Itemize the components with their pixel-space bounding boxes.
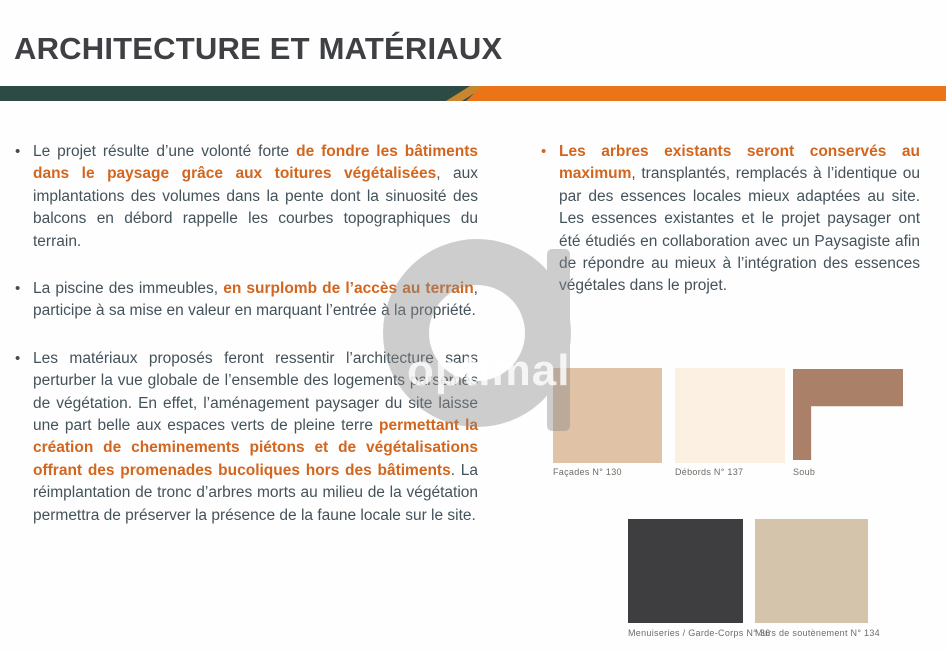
bullet-item <box>14 348 478 527</box>
paragraph-text <box>33 348 478 527</box>
swatch-fa-ades-n-130 <box>553 368 662 463</box>
header-divider-bar <box>0 86 946 101</box>
bullet-marker: • <box>541 143 547 160</box>
bullet-marker: • <box>15 349 21 367</box>
swatch-label: Soub <box>793 467 816 477</box>
paragraph-text <box>33 278 478 323</box>
text-run: Les matériaux proposés feront ressentir l’architecture sans perturber la vue globale de l’ensemble des logements parsemés de végétation. En effet, l’aménagement paysager du site laisse une part belle aux espaces verts de pleine terre <box>33 349 478 435</box>
bullet-item <box>540 141 920 298</box>
swatch-label: Menuiseries / Garde-Corps N° 36 <box>628 628 771 638</box>
paragraph-text <box>33 141 478 253</box>
swatch-murs-de-sout-nement-n-134 <box>755 519 868 623</box>
bullet-item <box>14 278 478 323</box>
bullet-item <box>14 141 478 253</box>
text-run: Le projet résulte d’une volonté forte <box>33 143 297 160</box>
watermark-text: optimal <box>407 346 571 395</box>
text-run: , transplantés, remplacés à l’identique ou par des essences locales mieux adaptées au site. Les essences existantes et le projet paysager ont été étudiés en collaboration avec un Paysagiste afin de répondre au mieux à l’intégration des essences végétales dans le projet. <box>559 165 920 295</box>
accent-text-run: permettant la création de cheminements piétons et de végétalisations offrant des promenades bucoliques hors des bâtiments <box>33 417 478 479</box>
page-title: ARCHITECTURE ET MATÉRIAUX <box>14 30 503 66</box>
swatch-label: Façades N° 130 <box>553 467 622 477</box>
divider-orange-segment <box>458 86 946 101</box>
bullet-marker: • <box>15 143 21 160</box>
swatch-d-bords-n-137 <box>675 368 785 463</box>
left-text-column <box>14 141 478 552</box>
accent-text-run: Les arbres existants seront conservés au maximum <box>559 143 920 183</box>
accent-text-run: de fondre les bâtiments dans le paysage grâce aux toitures végétalisées <box>33 143 478 183</box>
right-text-column <box>540 141 920 323</box>
swatch-soub <box>793 369 903 460</box>
text-run: , aux implantations des volumes dans la pente dont la sinuosité des balcons en débord rappelle les courbes topographiques du terrain. <box>33 165 479 250</box>
swatch-menuiseries-garde-corps-n-36 <box>628 519 743 623</box>
swatch-label: Murs de soutènement N° 134 <box>755 628 880 638</box>
text-run: La piscine des immeubles, <box>33 280 224 298</box>
bullet-marker: • <box>15 280 21 298</box>
text-run: . La réimplantation de tronc d’arbres morts au milieu de la végétation permettra de préserver la présence de la faune locale sur le site. <box>33 461 479 524</box>
paragraph-text <box>559 141 920 298</box>
swatch-label: Débords N° 137 <box>675 467 744 477</box>
accent-text-run: en surplomb de l’accès au terrain <box>223 280 474 298</box>
text-run: , participe à sa mise en valeur en marquant l’entrée à la propriété. <box>33 280 478 320</box>
